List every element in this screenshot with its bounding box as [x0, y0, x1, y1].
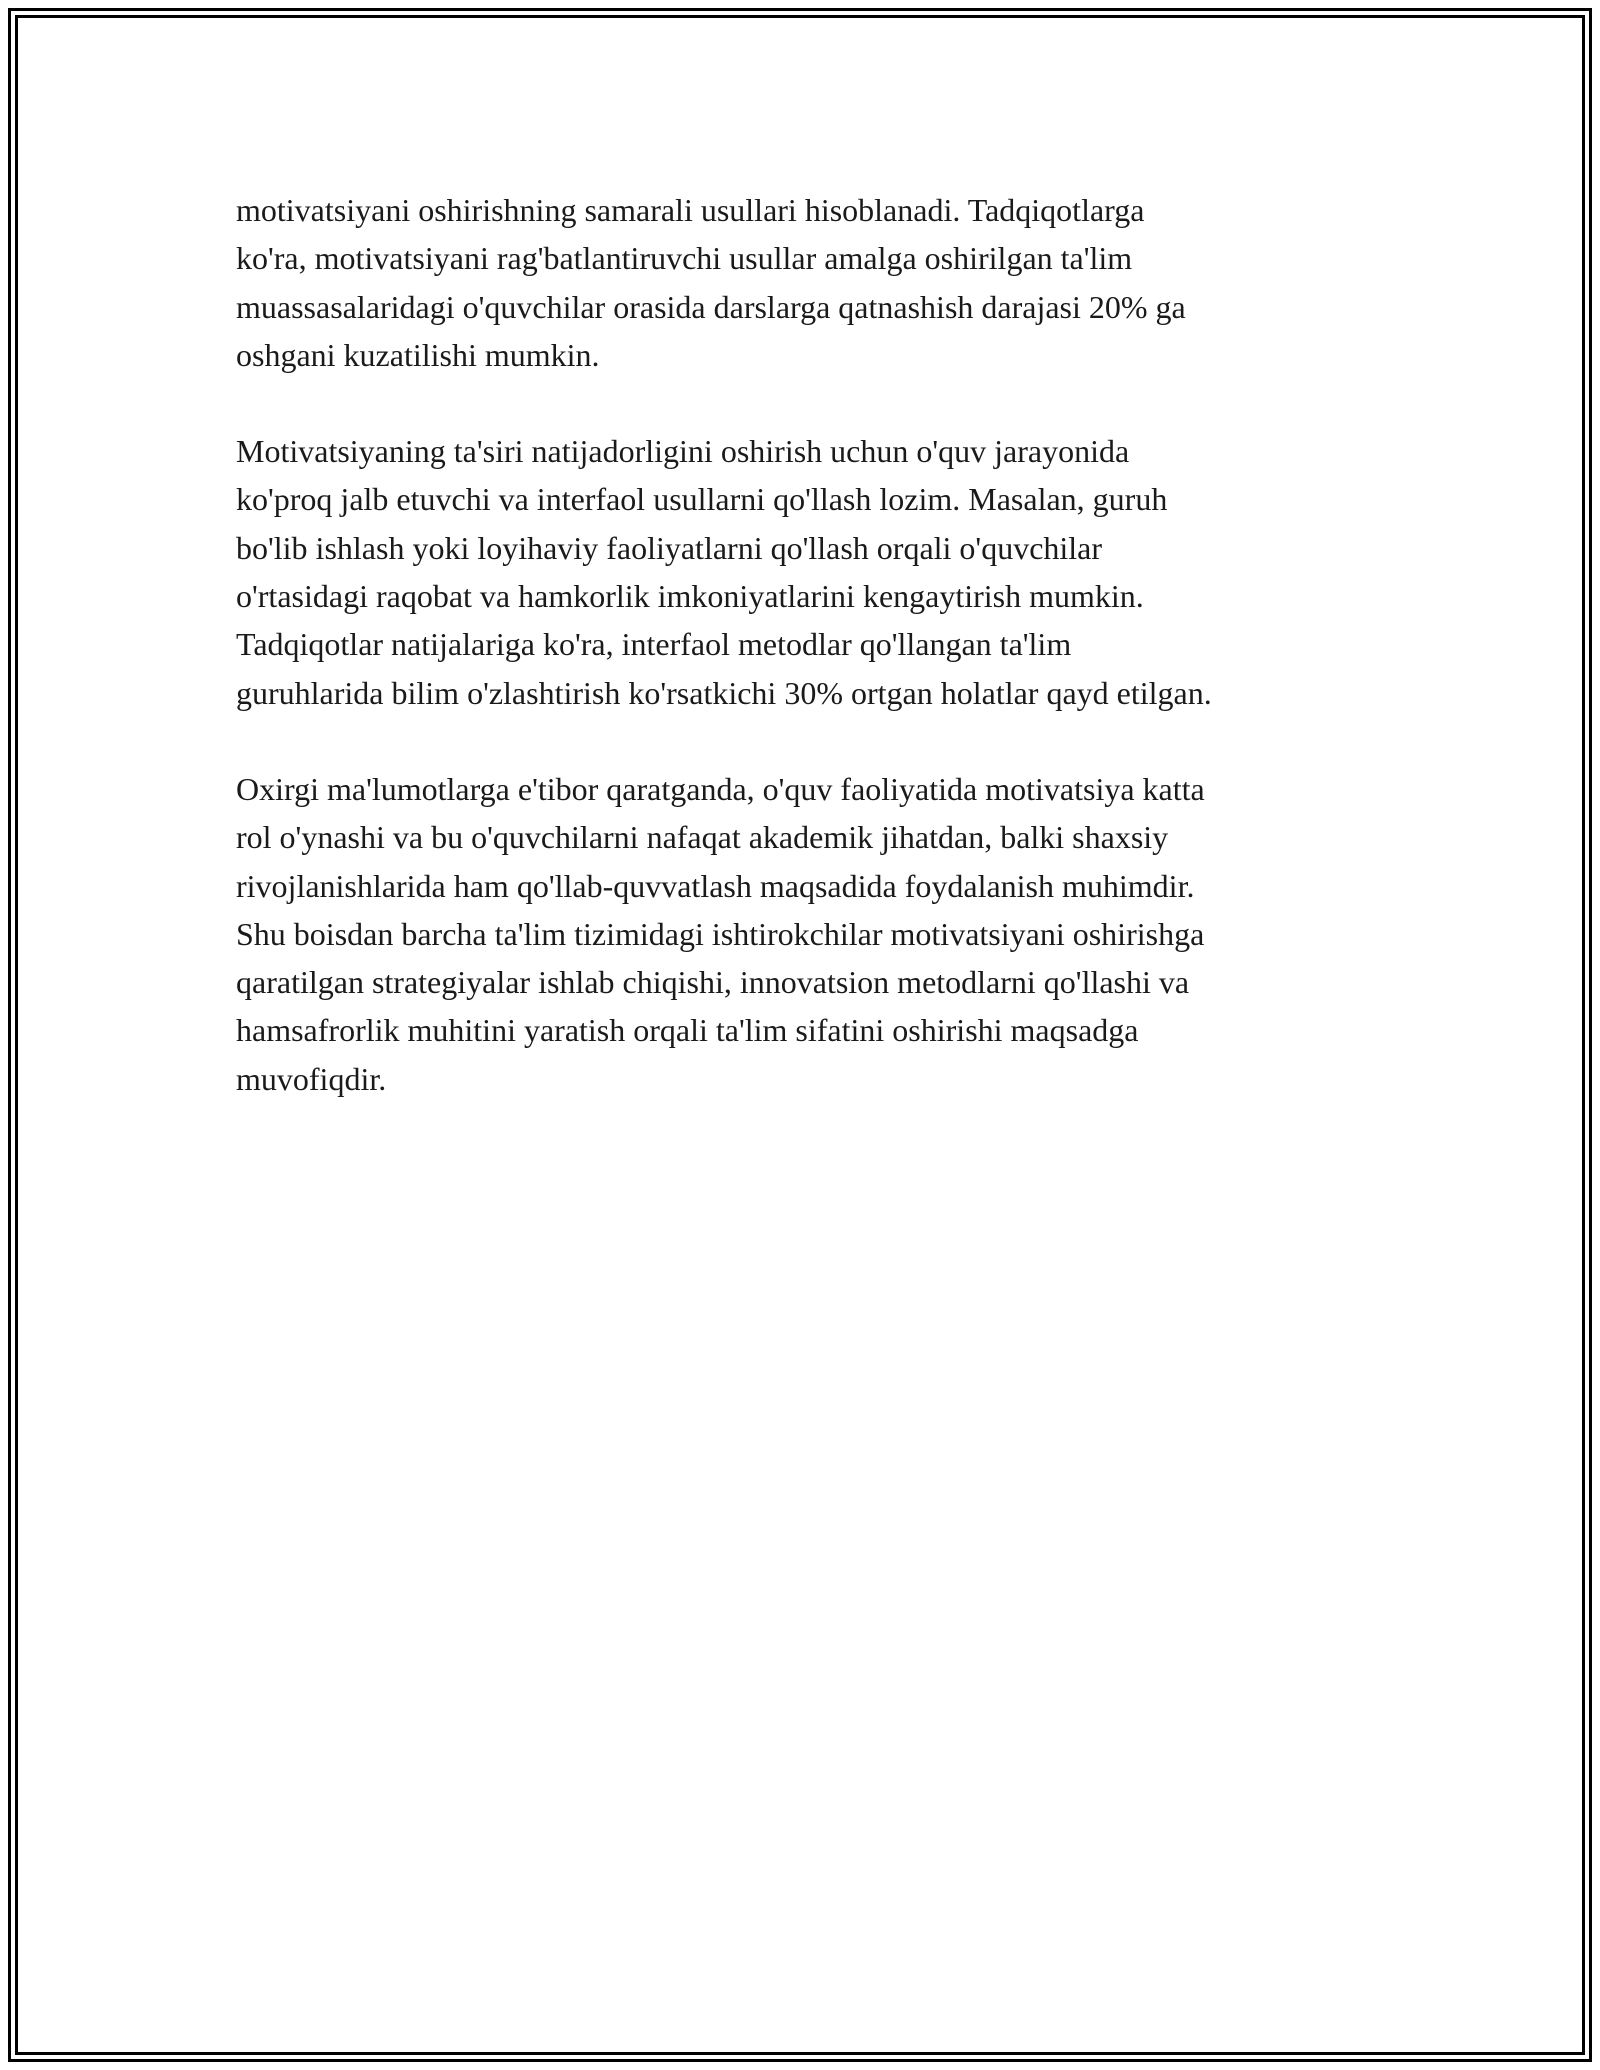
paragraph-1 [236, 186, 1366, 379]
document-body [236, 186, 1366, 1151]
text-line: muvofiqdir. [236, 1060, 387, 1097]
text-line: Tadqiqotlar natijalariga ko'ra, interfaol metodlar qo'llangan ta'lim [236, 626, 1072, 663]
paragraph-3 [236, 765, 1366, 1103]
text-line: oshgani kuzatilishi mumkin. [236, 336, 600, 373]
text-line: Shu boisdan barcha ta'lim tizimidagi ishtirokchilar motivatsiyani oshirishga [236, 915, 1205, 952]
text-line: ko'ra, motivatsiyani rag'batlantiruvchi usullar amalga oshirilgan ta'lim [236, 240, 1133, 277]
text-line: hamsafrorlik muhitini yaratish orqali ta'lim sifatini oshirishi maqsadga [236, 1012, 1139, 1049]
text-line: bo'lib ishlash yoki loyihaviy faoliyatlarni qo'llash orqali o'quvchilar [236, 529, 1103, 566]
text-line: rivojlanishlarida ham qo'llab-quvvatlash maqsadida foydalanish muhimdir. [236, 867, 1195, 904]
text-line: muassasalaridagi o'quvchilar orasida darslarga qatnashish darajasi 20% ga [236, 288, 1186, 325]
text-line: ko'proq jalb etuvchi va interfaol usullarni qo'llash lozim. Masalan, guruh [236, 481, 1168, 518]
paragraph-2 [236, 427, 1366, 717]
text-line: o'rtasidagi raqobat va hamkorlik imkoniyatlarini kengaytirish mumkin. [236, 578, 1144, 615]
text-line: qaratilgan strategiyalar ishlab chiqishi, innovatsion metodlarni qo'llashi va [236, 964, 1190, 1001]
text-line: guruhlarida bilim o'zlashtirish ko'rsatkichi 30% ortgan holatlar qayd etilgan. [236, 674, 1212, 711]
text-line: Oxirgi ma'lumotlarga e'tibor qaratganda, o'quv faoliyatida motivatsiya katta [236, 770, 1205, 807]
text-line: motivatsiyani oshirishning samarali usullari hisoblanadi. Tadqiqotlarga [236, 192, 1145, 228]
text-line: rol o'ynashi va bu o'quvchilarni nafaqat akademik jihatdan, balki shaxsiy [236, 819, 1169, 856]
text-line: Motivatsiyaning ta'siri natijadorligini oshirish uchun o'quv jarayonida [236, 433, 1130, 470]
